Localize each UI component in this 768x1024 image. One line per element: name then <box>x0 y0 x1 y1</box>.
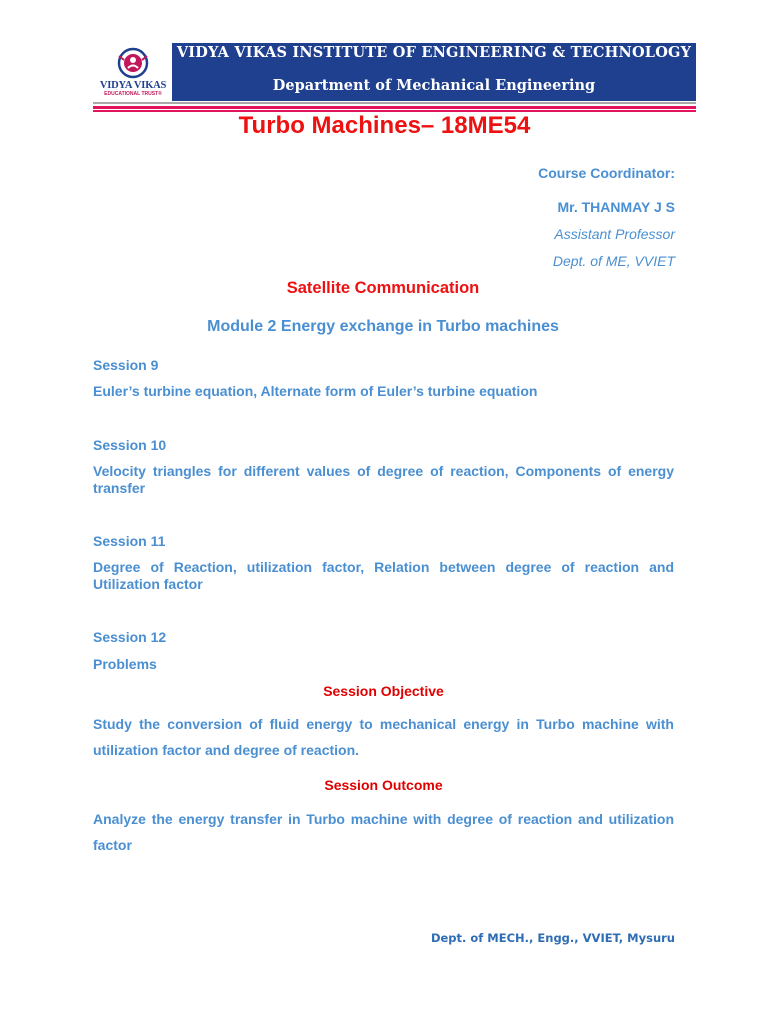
coordinator-name: Mr. THANMAY J S <box>557 199 675 215</box>
coordinator-label: Course Coordinator: <box>538 165 675 181</box>
outcome-heading: Session Outcome <box>324 777 443 793</box>
session-description: Degree of Reaction, utilization factor, Relation between degree of reaction and Utilization factor <box>93 559 674 592</box>
session-description: Velocity triangles for different values of degree of reaction, Components of energy transfer <box>93 463 674 496</box>
trust-emblem-icon <box>116 46 150 80</box>
institute-name: VIDYA VIKAS INSTITUTE OF ENGINEERING & TECHNOLOGY <box>176 44 692 61</box>
header-divider <box>93 102 696 104</box>
header-accent-rule <box>93 106 696 109</box>
session-title: Session 9 <box>93 357 159 373</box>
department-name: Department of Mechanical Engineering <box>272 77 596 94</box>
course-title: Turbo Machines– 18ME54 <box>238 112 531 139</box>
session-title: Session 12 <box>93 629 167 645</box>
objective-heading: Session Objective <box>323 683 444 699</box>
logo-wordmark: VIDYA VIKAS <box>99 80 167 91</box>
session-title: Session 11 <box>93 533 166 549</box>
coordinator-department: Dept. of ME, VVIET <box>552 253 675 269</box>
module-title: Module 2 Energy exchange in Turbo machines <box>207 318 559 335</box>
outcome-text: Analyze the energy transfer in Turbo machine with degree of reaction and utilization factor <box>93 811 674 853</box>
session-title: Session 10 <box>93 437 167 453</box>
objective-text: Study the conversion of fluid energy to mechanical energy in Turbo machine with utilization factor and degree of reaction. <box>93 716 674 758</box>
subject-title: Satellite Communication <box>286 279 480 297</box>
page-footer: Dept. of MECH., Engg., VVIET, Mysuru <box>430 931 675 945</box>
coordinator-role: Assistant Professor <box>554 226 675 242</box>
session-description: Euler’s turbine equation, Alternate form of Euler’s turbine equation <box>93 383 538 399</box>
logo-tagline: EDUCATIONAL TRUST® <box>104 91 162 97</box>
session-description: Problems <box>93 656 157 672</box>
